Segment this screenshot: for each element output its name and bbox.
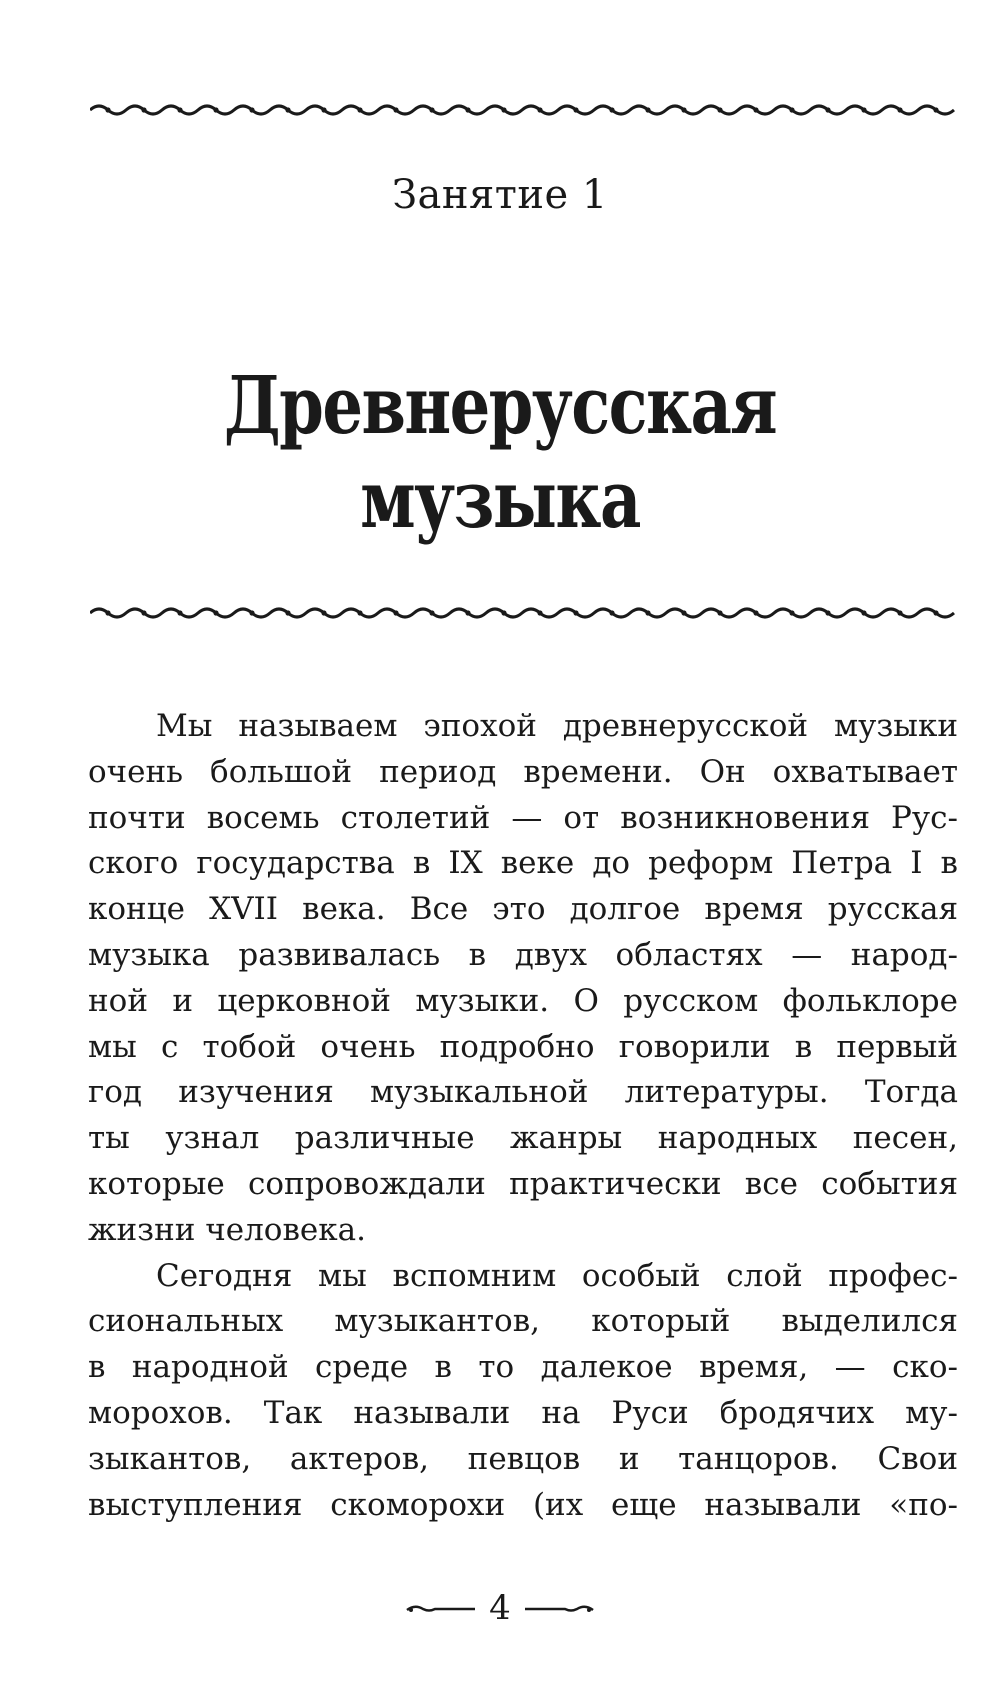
text-line: сиональных музыкантов, который выделился <box>88 1303 958 1340</box>
text-line: зыкантов, актеров, певцов и танцоров. Свои <box>88 1440 958 1477</box>
text-line: мы с тобой очень подробно говорили в первый <box>88 1028 958 1065</box>
left-footer-flourish <box>405 1601 477 1615</box>
right-footer-flourish <box>523 1601 595 1615</box>
text-line: ского государства в IX веке до реформ Петра I в <box>88 845 958 882</box>
text-line: выступления скоморохи (их еще называли «по- <box>88 1486 958 1523</box>
page-number: 4 <box>489 1588 511 1628</box>
text-line: ной и церковной музыки. О русском фольклоре <box>88 982 958 1019</box>
page-footer <box>0 1588 1000 1628</box>
text-line: морохов. Так называли на Руси бродячих му- <box>88 1394 958 1431</box>
middle-ornament-divider <box>90 601 960 625</box>
paragraph-2 <box>88 1254 958 1529</box>
text-line: очень большой период времени. Он охватывает <box>88 753 958 790</box>
top-ornament-divider <box>90 98 960 122</box>
text-line: Сегодня мы вспомним особый слой профес- <box>156 1257 958 1294</box>
text-line: жизни человека. <box>88 1211 366 1248</box>
chapter-label: Занятие 1 <box>392 172 608 218</box>
paragraph-1 <box>88 704 958 1254</box>
chapter-title: Древнерусская музыка <box>223 358 777 546</box>
text-line: почти восемь столетий — от возникновения Рус- <box>88 799 958 836</box>
text-line: в народной среде в то далекое время, — ско- <box>88 1349 958 1386</box>
text-line: конце XVII века. Все это долгое время русская <box>88 891 958 928</box>
text-line: Мы называем эпохой древнерусской музыки <box>156 708 958 744</box>
text-line: ты узнал различные жанры народных песен, <box>88 1120 958 1157</box>
text-line: год изучения музыкальной литературы. Тогда <box>88 1074 958 1111</box>
body-text <box>88 704 958 1528</box>
text-line: музыка развивалась в двух областях — народ- <box>88 936 958 973</box>
text-line: которые сопровождали практически все события <box>88 1165 958 1202</box>
